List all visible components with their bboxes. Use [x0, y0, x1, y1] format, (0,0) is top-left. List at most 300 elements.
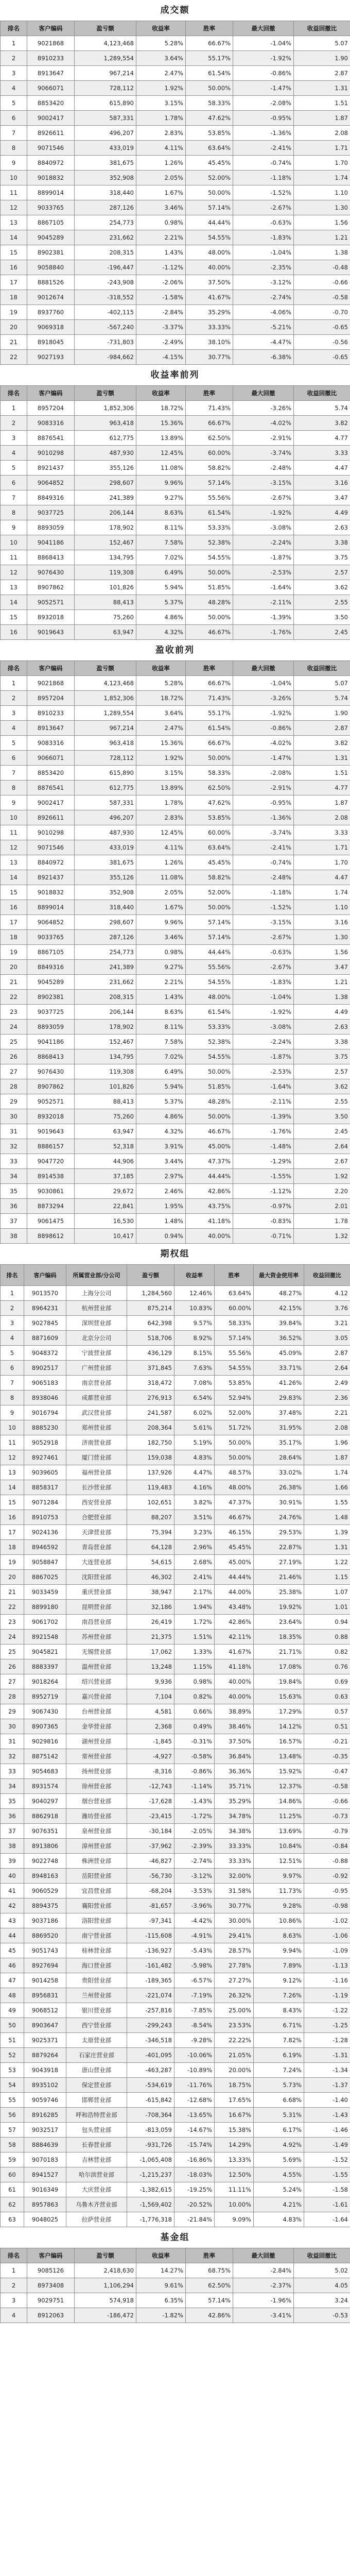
table-cell: 6 [1, 111, 27, 126]
table-row [1, 1094, 350, 1109]
column-header: 客户编码 [27, 2248, 75, 2263]
table-cell: 1.48 [304, 1510, 350, 1525]
table-row [1, 1331, 350, 1346]
table-row [1, 51, 350, 66]
table-row [1, 736, 350, 751]
table-cell: 32.00% [215, 1869, 254, 1884]
table-cell: 12 [1, 840, 27, 855]
table-cell: 0.88 [304, 1630, 350, 1645]
table-row [1, 2138, 350, 2153]
table-cell: 9 [1, 795, 27, 810]
table-cell: 1.38 [294, 990, 350, 1005]
table-cell: -0.79 [304, 1824, 350, 1839]
table-cell: -3.96% [174, 1899, 215, 1913]
table-cell: 9013570 [24, 1286, 66, 1301]
table-cell: 44.44% [186, 215, 233, 230]
table-cell: 6.68% [254, 2093, 304, 2108]
table-cell: 8907862 [27, 1079, 75, 1094]
table-cell: 9083316 [27, 736, 75, 751]
table-cell: 8902517 [24, 1361, 66, 1376]
table-cell: 上海分公司 [66, 1286, 127, 1301]
table-cell: 9021868 [27, 36, 75, 51]
table-row [1, 275, 350, 290]
table-cell: -1.83% [233, 230, 294, 245]
table-cell: 7.82% [254, 2033, 304, 2048]
table-cell: 8840972 [27, 156, 75, 171]
table-cell: -1,845 [127, 1734, 174, 1749]
table-row [1, 1988, 350, 2003]
table-cell: 7.26% [254, 1988, 304, 2003]
table-cell: 拉萨营业部 [66, 2212, 127, 2227]
table-cell: 32 [1, 1139, 27, 1154]
table-cell: 13.33% [215, 2153, 254, 2167]
table-cell: 1.92 [294, 1169, 350, 1184]
table-row [1, 610, 350, 625]
table-cell: 3.47 [294, 960, 350, 975]
table-cell: 1 [1, 676, 27, 691]
table-cell: 39.84% [254, 1316, 304, 1331]
table-cell: 4.47 [294, 461, 350, 476]
table-body [1, 36, 350, 365]
table-cell: 119,308 [75, 565, 136, 580]
table-cell: 4 [1, 81, 27, 96]
table-cell: 298,607 [75, 915, 136, 930]
table-cell: -3.74% [233, 825, 294, 840]
table-cell: 4 [1, 1331, 24, 1346]
table-cell: 11 [1, 1435, 24, 1450]
table-cell: 1.78% [136, 111, 186, 126]
table-cell: 36 [1, 1199, 27, 1214]
table-cell: 14 [1, 595, 27, 610]
table-cell: 8.43% [254, 2003, 304, 2018]
table-cell: -346,518 [127, 2033, 174, 2048]
table-cell: 6.35% [136, 2293, 186, 2308]
table-body [1, 1286, 350, 2227]
table-cell: 231,662 [75, 230, 136, 245]
table-cell: -1.96% [233, 2293, 294, 2308]
table-cell: 16 [1, 1510, 24, 1525]
table-cell: 47.37% [186, 1154, 233, 1169]
table-cell: 1.74 [304, 1465, 350, 1480]
table-cell: 7 [1, 766, 27, 781]
table-cell: 101,826 [75, 1079, 136, 1094]
table-cell: -1.18% [233, 171, 294, 185]
table-cell: 4.21% [254, 2197, 304, 2212]
table-cell: 27.19% [254, 1555, 304, 1570]
table-cell: 44.44% [186, 945, 233, 960]
table-cell: 1.39 [304, 1525, 350, 1540]
table-cell: -1.36% [233, 810, 294, 825]
table-cell: 0.63 [304, 1689, 350, 1704]
table-cell: 254,773 [75, 945, 136, 960]
table-cell: 40 [1, 1869, 24, 1884]
table-cell: 17 [1, 275, 27, 290]
table-cell: 1.26% [136, 156, 186, 171]
table-row [1, 1884, 350, 1899]
table-cell: -243,908 [75, 275, 136, 290]
table-cell: 4.47% [174, 1465, 215, 1480]
table-row [1, 1958, 350, 1973]
table-row [1, 2278, 350, 2293]
table-cell: -1.48% [233, 1139, 294, 1154]
table-cell: 28.64% [254, 1450, 304, 1465]
table-cell: 5.37% [136, 595, 186, 610]
table-cell: 8884639 [24, 2138, 66, 2153]
table-cell: 14.27% [136, 2263, 186, 2278]
table-cell: 57.14% [215, 1331, 254, 1346]
table-cell: -1.04% [233, 676, 294, 691]
table-cell: 8941527 [24, 2167, 66, 2182]
table-cell: -2.24% [233, 535, 294, 550]
table-cell: 33 [1, 1154, 27, 1169]
table-cell: -2.67% [233, 930, 294, 945]
table-cell: 36.36% [215, 1764, 254, 1779]
table-cell: 12.50% [215, 2167, 254, 2182]
table-cell: 8.11% [136, 520, 186, 535]
table-cell: 9052571 [27, 1094, 75, 1109]
table-row [1, 461, 350, 476]
table-cell: -2.91% [233, 781, 294, 795]
table-cell: 10.83% [174, 1301, 215, 1316]
table-cell: -3.08% [233, 1020, 294, 1035]
table-cell: -1.02 [304, 1913, 350, 1928]
table-cell: 9048372 [24, 1346, 66, 1361]
table-row [1, 990, 350, 1005]
table-cell: 58.82% [186, 870, 233, 885]
table-cell: 太原营业部 [66, 2033, 127, 2048]
table-cell: -2.67% [233, 200, 294, 215]
table-cell: 4.77 [294, 431, 350, 446]
table-cell: 18.72% [136, 401, 186, 416]
table-cell: 208,364 [127, 1420, 174, 1435]
table-cell: -401,095 [127, 2048, 174, 2063]
table-cell: 287,126 [75, 930, 136, 945]
table-cell: 23 [1, 1005, 27, 1020]
table-cell: 728,112 [75, 751, 136, 766]
table-cell: 51.72% [215, 1420, 254, 1435]
table-cell: 20 [1, 320, 27, 335]
table-cell: 1.15% [174, 1659, 215, 1674]
table-cell: 8.63% [254, 1928, 304, 1943]
table-cell: 55 [1, 2093, 24, 2108]
table-cell: -15.74% [174, 2138, 215, 2153]
table-cell: 50.00% [186, 185, 233, 200]
table-cell: 漳州营业部 [66, 1839, 127, 1854]
table-cell: 9067430 [24, 1704, 66, 1719]
table-row [1, 200, 350, 215]
table-cell: -2.48% [233, 870, 294, 885]
table-cell: 8867025 [24, 1570, 66, 1585]
table-cell: 9024136 [24, 1525, 66, 1540]
table-cell: -0.88 [304, 1854, 350, 1869]
table-cell: 9041186 [27, 535, 75, 550]
table-cell: -68,204 [127, 1884, 174, 1899]
table-cell: 5.07 [294, 36, 350, 51]
table-cell: 2.21% [136, 975, 186, 990]
table-cell: 2.97% [136, 1169, 186, 1184]
table-cell: -1,382,615 [127, 2182, 174, 2197]
table-cell: 银川营业部 [66, 2003, 127, 2018]
table-cell: 12 [1, 565, 27, 580]
table-cell: 352,908 [75, 171, 136, 185]
table-cell: -1.55% [233, 1169, 294, 1184]
table-cell: 1,852,306 [75, 691, 136, 706]
table-cell: -37,962 [127, 1839, 174, 1854]
table-cell: 17.29% [254, 1704, 304, 1719]
table-cell: 23.64% [254, 1615, 304, 1630]
table-cell: -1.34 [304, 2063, 350, 2078]
table-cell: 8893059 [27, 1020, 75, 1035]
table-row [1, 1420, 350, 1435]
table-cell: -19.25% [174, 2182, 215, 2197]
table-cell: 25.38% [254, 1585, 304, 1600]
table-cell: 64,128 [127, 1540, 174, 1555]
table-row [1, 2263, 350, 2278]
table-cell: 5.74 [294, 401, 350, 416]
table-row [1, 706, 350, 721]
table-cell: 6.49% [136, 565, 186, 580]
table-row [1, 825, 350, 840]
table-cell: 2.57 [294, 565, 350, 580]
table-cell: 1 [1, 36, 27, 51]
column-header: 客户编码 [27, 21, 75, 36]
table-cell: 48.00% [186, 990, 233, 1005]
table-row [1, 350, 350, 365]
table-cell: 62.50% [186, 781, 233, 795]
table-cell: 郑州营业部 [66, 1420, 127, 1435]
table-cell: 60 [1, 2167, 24, 2182]
table-cell: 18.75% [215, 2078, 254, 2093]
table-cell: 66.67% [186, 736, 233, 751]
ranking-section [0, 2227, 350, 2323]
table-cell: 9071546 [27, 141, 75, 156]
table-cell: 0.49% [174, 1719, 215, 1734]
table-cell: 967,214 [75, 721, 136, 736]
table-cell: -1.83% [233, 975, 294, 990]
table-cell: 重庆营业部 [66, 1585, 127, 1600]
table-cell: 21.71% [254, 1645, 304, 1659]
table-cell: 9076430 [27, 565, 75, 580]
table-cell: 41.18% [186, 1214, 233, 1229]
table-cell: 63.64% [186, 840, 233, 855]
column-header: 收益回撤比 [294, 21, 350, 36]
table-cell: 4.49 [294, 1005, 350, 1020]
table-cell: 46.15% [215, 1525, 254, 1540]
table-cell: 无锡营业部 [66, 1645, 127, 1659]
table-cell: 33.33% [215, 1854, 254, 1869]
table-cell: 2.05% [136, 171, 186, 185]
table-cell: 4.92% [254, 2138, 304, 2153]
table-cell: 68.75% [186, 2263, 233, 2278]
column-header: 收益率 [174, 1265, 215, 1286]
table-cell: -0.53 [294, 2308, 350, 2323]
table-cell: 37 [1, 1214, 27, 1229]
table-body [1, 401, 350, 640]
table-cell: 34 [1, 1169, 27, 1184]
table-cell: 8.15% [174, 1346, 215, 1361]
table-cell: 1.94% [174, 1600, 215, 1615]
table-cell: 4.55% [254, 2167, 304, 2182]
table-cell: 574,918 [75, 2293, 136, 2308]
table-cell: 45.00% [186, 1139, 233, 1154]
table-cell: -2.48% [233, 461, 294, 476]
table-cell: 0.57 [304, 1704, 350, 1719]
table-cell: -221,074 [127, 1988, 174, 2003]
table-cell: 9033459 [24, 1585, 66, 1600]
table-cell: 2 [1, 691, 27, 706]
table-cell: 57.14% [186, 915, 233, 930]
table-cell: -2.67% [233, 490, 294, 505]
table-cell: 35.17% [254, 1435, 304, 1450]
table-cell: 4.83% [254, 2212, 304, 2227]
table-cell: 石家庄营业部 [66, 2048, 127, 2063]
table-cell: -931,726 [127, 2138, 174, 2153]
table-cell: 50.00% [215, 1450, 254, 1465]
table-cell: 唐山营业部 [66, 2063, 127, 2078]
table-row [1, 565, 350, 580]
table-cell: 22.87% [254, 1540, 304, 1555]
table-cell: -0.73 [304, 1809, 350, 1824]
table-cell: -1.47% [233, 751, 294, 766]
table-row [1, 840, 350, 855]
table-cell: -6.38% [233, 350, 294, 365]
table-row [1, 66, 350, 81]
table-cell: 8964231 [24, 1301, 66, 1316]
table-cell: 31.95% [254, 1420, 304, 1435]
table-cell: 32,186 [127, 1600, 174, 1615]
table-cell: 12 [1, 200, 27, 215]
table-cell: -11.76% [174, 2078, 215, 2093]
table-cell: 1.90 [294, 706, 350, 721]
table-cell: 44.44% [215, 1570, 254, 1585]
table-row [1, 676, 350, 691]
table-cell: 58 [1, 2138, 24, 2153]
table-cell: -1.87% [233, 1049, 294, 1064]
table-cell: 9.12% [254, 1973, 304, 1988]
table-cell: 9014258 [24, 1973, 66, 1988]
table-cell: 17 [1, 915, 27, 930]
table-cell: 2.55 [294, 595, 350, 610]
table-cell: 34.78% [215, 1809, 254, 1824]
table-cell: 8 [1, 1391, 24, 1405]
table-cell: 14.29% [215, 2138, 254, 2153]
table-cell: 21 [1, 1585, 24, 1600]
table-cell: 22 [1, 350, 27, 365]
table-cell: 吉林营业部 [66, 2153, 127, 2167]
table-cell: 3.33 [294, 446, 350, 461]
table-cell: 2.67 [294, 1154, 350, 1169]
table-cell: 35.71% [215, 1779, 254, 1794]
table-cell: 9032517 [24, 2123, 66, 2138]
table-cell: 9021868 [27, 676, 75, 691]
table-row [1, 1301, 350, 1316]
table-cell: 55.56% [186, 490, 233, 505]
column-header: 收益率 [136, 386, 186, 401]
table-cell: 10 [1, 810, 27, 825]
table-cell: 51.85% [186, 1079, 233, 1094]
table-row [1, 2078, 350, 2093]
table-cell: 15.36% [136, 736, 186, 751]
table-cell: 11 [1, 550, 27, 565]
table-cell: 9.27% [136, 490, 186, 505]
table-cell: -5.21% [233, 320, 294, 335]
table-cell: -18.03% [174, 2167, 215, 2182]
table-cell: 4.49 [294, 505, 350, 520]
table-row [1, 126, 350, 141]
table-cell: -0.66 [304, 1794, 350, 1809]
table-cell: 21 [1, 335, 27, 350]
table-cell: 1.74 [294, 171, 350, 185]
table-cell: 43 [1, 1913, 24, 1928]
table-cell: -1.64 [304, 2212, 350, 2227]
table-cell: 54.55% [186, 550, 233, 565]
table-cell: 241,587 [127, 1405, 174, 1420]
table-cell: 21.05% [215, 2048, 254, 2063]
table-cell: 75,260 [75, 1109, 136, 1124]
table-cell: 13.89% [136, 781, 186, 795]
table-cell: 45 [1, 1943, 24, 1958]
table-row [1, 111, 350, 126]
table-cell: 30.77% [186, 350, 233, 365]
table-cell: 28 [1, 1689, 24, 1704]
table-cell: 45.45% [186, 855, 233, 870]
table-row [1, 2063, 350, 2078]
table-cell: 8907365 [24, 1719, 66, 1734]
table-cell: 35 [1, 1794, 24, 1809]
table-row [1, 580, 350, 595]
table-row [1, 721, 350, 736]
table-row [1, 335, 350, 350]
table-cell: 1.56 [294, 945, 350, 960]
table-cell: 7.63% [174, 1361, 215, 1376]
table-row [1, 1316, 350, 1331]
table-cell: -1.76% [233, 1124, 294, 1139]
table-row [1, 1824, 350, 1839]
table-cell: 4 [1, 2308, 27, 2323]
table-cell: 3 [1, 431, 27, 446]
table-cell: 1.01 [304, 1600, 350, 1615]
table-row [1, 446, 350, 461]
table-cell: 3.33 [294, 825, 350, 840]
table-cell: 2.08 [294, 126, 350, 141]
table-cell: 5.02 [294, 2263, 350, 2278]
table-cell: -1.12% [233, 1184, 294, 1199]
table-row [1, 431, 350, 446]
table-cell: -17,628 [127, 1794, 174, 1809]
table-cell: 2.08 [304, 1420, 350, 1435]
table-cell: 51 [1, 2033, 24, 2048]
table-cell: 31.58% [215, 1884, 254, 1899]
table-cell: 5.19% [174, 1435, 215, 1450]
table-row [1, 2048, 350, 2063]
table-cell: 3.46% [136, 930, 186, 945]
table-cell: 8876541 [27, 431, 75, 446]
table-cell: 254,773 [75, 215, 136, 230]
table-cell: -0.95% [233, 111, 294, 126]
ranking-section [0, 365, 350, 640]
table-cell: 1.87 [294, 795, 350, 810]
table-cell: -2.11% [233, 595, 294, 610]
table-cell: 6.49% [136, 1064, 186, 1079]
table-cell: 2.21 [304, 1405, 350, 1420]
table-cell: 9016794 [24, 1405, 66, 1420]
table-cell: 134,795 [75, 550, 136, 565]
table-cell: 11.08% [136, 461, 186, 476]
table-row [1, 476, 350, 490]
table-cell: 5.07 [294, 676, 350, 691]
table-cell: 60.00% [186, 446, 233, 461]
table-cell: 46.67% [215, 1510, 254, 1525]
